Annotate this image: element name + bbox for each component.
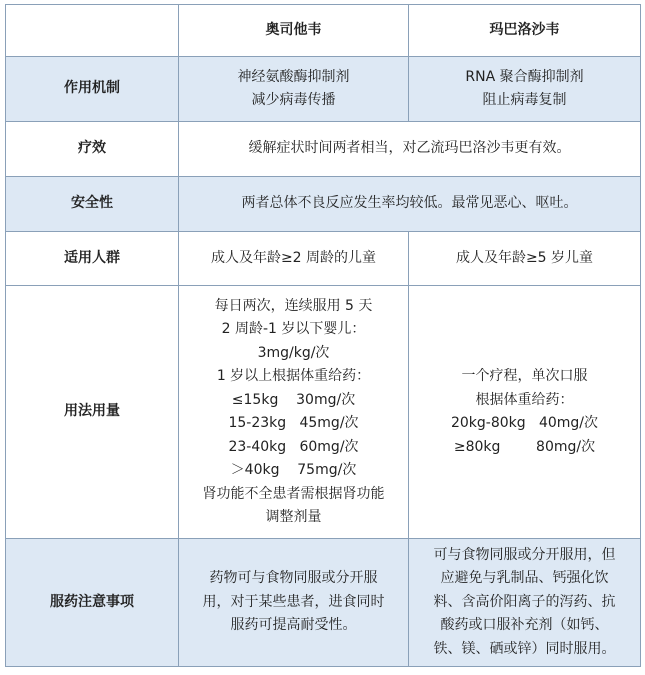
dosage-drug-a [179, 286, 409, 539]
row-label-notes: 服药注意事项 [6, 539, 179, 667]
dosage-a-line: ＞40kg 75mg/次 [230, 462, 357, 478]
notes-b-line: 料、含高价阳离子的泻药、抗 [433, 593, 616, 610]
dosage-a-line: 3mg/kg/次 [257, 344, 330, 361]
dosage-a-line: 1 岁以上根据体重给药： [216, 368, 371, 384]
dosage-a-line: 2 周龄-1 岁以下婴儿： [221, 321, 366, 337]
dosage-a-line: 23-40kg 60mg/次 [228, 438, 359, 455]
notes-b-line: 应避免与乳制品、钙强化饮 [440, 570, 609, 587]
dosage-b-line: 20kg-80kg 40mg/次 [450, 415, 599, 431]
notes-a-line: 药物可与食物同服或分开服 [209, 570, 378, 587]
notes-b-line: 铁、镁、硒或锌）同时服用。 [433, 640, 616, 657]
dosage-a-line: 每日两次，连续服用 5 天 [214, 297, 373, 314]
row-label-dosage: 用法用量 [6, 286, 179, 539]
dosage-a-line: ≤15kg 30mg/次 [231, 391, 356, 408]
corner-cell [6, 5, 179, 57]
row-notes [6, 539, 641, 667]
notes-a-line: 用，对于某些患者，进食同时 [202, 593, 385, 610]
dosage-b-line: 根据体重给药： [475, 391, 574, 408]
dosage-a-line: 调整剂量 [265, 509, 322, 525]
row-label-mechanism: 作用机制 [6, 57, 179, 122]
notes-a-line: 服药可提高耐受性。 [230, 617, 357, 634]
row-label-safety: 安全性 [6, 177, 179, 232]
mechanism-a-line: 神经氨酸酶抑制剂 [237, 68, 350, 85]
row-efficacy [6, 122, 641, 177]
header-drug-a: 奥司他韦 [179, 5, 409, 57]
notes-drug-a [179, 539, 409, 667]
dosage-drug-b [409, 286, 641, 539]
population-drug-b: 成人及年龄≥5 岁儿童 [409, 232, 641, 286]
dosage-a-line: 肾功能不全患者需根据肾功能 [202, 485, 385, 502]
header-row [6, 5, 641, 57]
row-safety [6, 177, 641, 232]
efficacy-text: 缓解症状时间两者相当，对乙流玛巴洛沙韦更有效。 [179, 122, 641, 177]
safety-text: 两者总体不良反应发生率均较低。最常见恶心、呕吐。 [179, 177, 641, 232]
row-label-population: 适用人群 [6, 232, 179, 286]
header-drug-b: 玛巴洛沙韦 [409, 5, 641, 57]
row-dosage [6, 286, 641, 539]
comparison-table [5, 4, 641, 667]
mechanism-drug-a [179, 57, 409, 122]
mechanism-b-line: RNA 聚合酶抑制剂 [465, 68, 584, 85]
notes-b-line: 可与食物同服或分开服用，但 [433, 546, 616, 563]
notes-b-line: 酸药或口服补充剂（如钙、 [440, 617, 609, 634]
row-population [6, 232, 641, 286]
mechanism-b-line: 阻止病毒复制 [482, 92, 567, 108]
row-label-efficacy: 疗效 [6, 122, 179, 177]
dosage-a-line: 15-23kg 45mg/次 [228, 415, 359, 431]
population-drug-a: 成人及年龄≥2 周龄的儿童 [179, 232, 409, 286]
dosage-b-line: ≥80kg 80mg/次 [453, 438, 596, 455]
dosage-b-line: 一个疗程，单次口服 [461, 368, 588, 384]
mechanism-drug-b [409, 57, 641, 122]
row-mechanism [6, 57, 641, 122]
mechanism-a-line: 减少病毒传播 [251, 92, 336, 108]
notes-drug-b [409, 539, 641, 667]
